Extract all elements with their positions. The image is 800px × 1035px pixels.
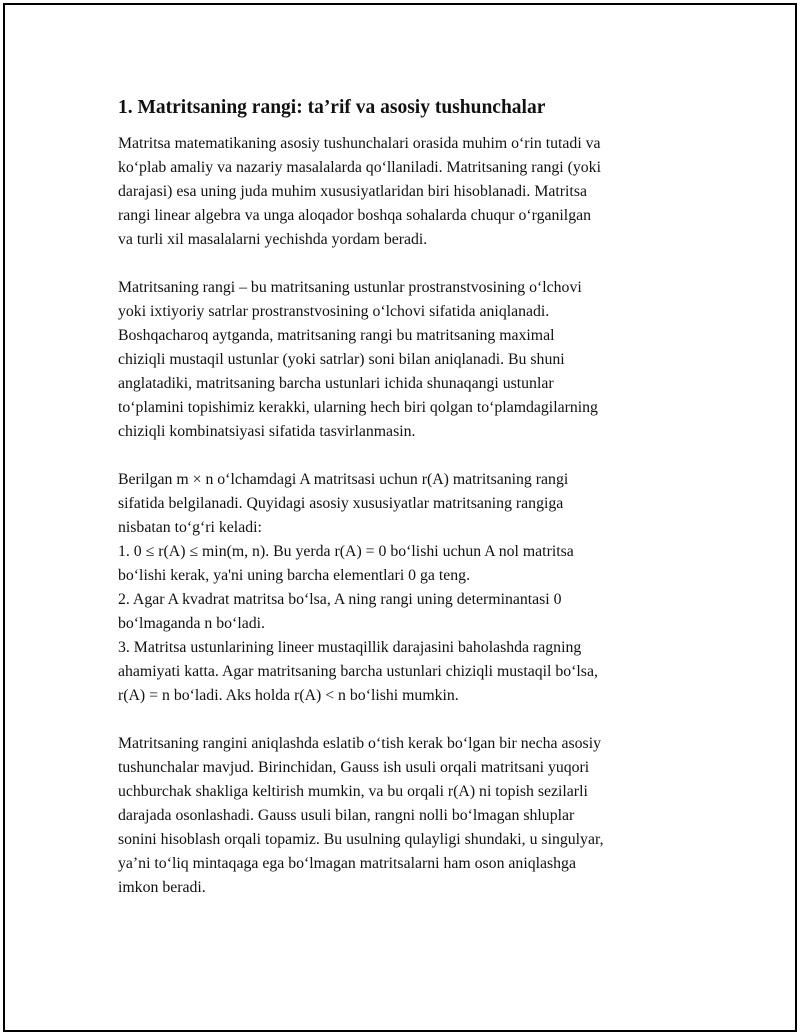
text-line: sifatida belgilanadi. Quyidagi asosiy xususiyatlar matritsaning rangiga	[118, 495, 564, 512]
text-line: ahamiyati katta. Agar matritsaning barcha ustunlari chiziqli mustaqil bo‘lsa,	[118, 663, 598, 680]
text-line: bo‘lishi kerak, ya'ni uning barcha elementlari 0 ga teng.	[118, 567, 471, 584]
text-line: ko‘plab amaliy va nazariy masalalarda qo‘llaniladi. Matritsaning rangi (yoki	[118, 159, 601, 176]
text-line: Matritsaning rangi – bu matritsaning ustunlar prostranstvosining o‘lchovi	[118, 279, 582, 296]
text-line: 1. 0 ≤ r(A) ≤ min(m, n). Bu yerda r(A) = 0 bo‘lishi uchun A nol matritsa	[118, 543, 574, 560]
text-line: 2. Agar A kvadrat matritsa bo‘lsa, A ning rangi uning determinantasi 0	[118, 591, 562, 608]
paragraph-rank-properties	[118, 468, 690, 708]
text-line: uchburchak shakliga keltirish mumkin, va bu orqali r(A) ni topish sezilarli	[118, 783, 588, 800]
text-line: darajasi) esa uning juda muhim xususiyatlaridan biri hisoblanadi. Matritsa	[118, 183, 587, 200]
text-line: ya’ni to‘liq mintaqaga ega bo‘lmagan matritsalarni ham oson aniqlashga	[118, 855, 576, 872]
text-line: darajada osonlashadi. Gauss usuli bilan, rangni nolli bo‘lmagan shluplar	[118, 807, 575, 824]
text-line: tushunchalar mavjud. Birinchidan, Gauss ish usuli orqali matritsani yuqori	[118, 759, 590, 776]
text-line: bo‘lmaganda n bo‘ladi.	[118, 615, 265, 632]
text-line: yoki ixtiyoriy satrlar prostranstvosining o‘lchovi sifatida aniqlanadi.	[118, 303, 550, 320]
text-line: rangi linear algebra va unga aloqador boshqa sohalarda chuqur o‘rganilgan	[118, 207, 591, 224]
text-line: nisbatan to‘g‘ri keladi:	[118, 519, 262, 536]
text-line: to‘plamini topishimiz kerakki, ularning hech biri qolgan to‘plamdagilarning	[118, 399, 598, 416]
paragraph-definition-intro	[118, 132, 690, 252]
text-line: imkon beradi.	[118, 879, 206, 896]
document-body	[118, 96, 690, 924]
text-line: anglatadiki, matritsaning barcha ustunlari ichida shunaqangi ustunlar	[118, 375, 554, 392]
text-line: Berilgan m × n o‘lchamdagi A matritsasi uchun r(A) matritsaning rangi	[118, 471, 569, 488]
text-line: Matritsaning rangini aniqlashda eslatib o‘tish kerak bo‘lgan bir necha asosiy	[118, 735, 601, 752]
paragraph-rank-definition	[118, 276, 690, 444]
text-line: Matritsa matematikaning asosiy tushunchalari orasida muhim o‘rin tutadi va	[118, 135, 601, 152]
text-line: va turli xil masalalarni yechishda yordam beradi.	[118, 231, 428, 248]
section-heading: 1. Matritsaning rangi: ta’rif va asosiy tushunchalar	[118, 97, 546, 118]
text-line: Boshqacharoq aytganda, matritsaning rangi bu matritsaning maximal	[118, 327, 555, 344]
text-line: 3. Matritsa ustunlarining lineer mustaqillik darajasini baholashda ragning	[118, 639, 582, 656]
text-line: chiziqli mustaqil ustunlar (yoki satrlar) soni bilan aniqlanadi. Bu shuni	[118, 351, 565, 368]
paragraph-gauss-method	[118, 732, 690, 900]
text-line: chiziqli kombinatsiyasi sifatida tasvirlanmasin.	[118, 423, 416, 440]
text-line: sonini hisoblash orqali topamiz. Bu usulning qulayligi shundaki, u singulyar,	[118, 831, 604, 848]
text-line: r(A) = n bo‘ladi. Aks holda r(A) < n bo‘lishi mumkin.	[118, 687, 459, 704]
